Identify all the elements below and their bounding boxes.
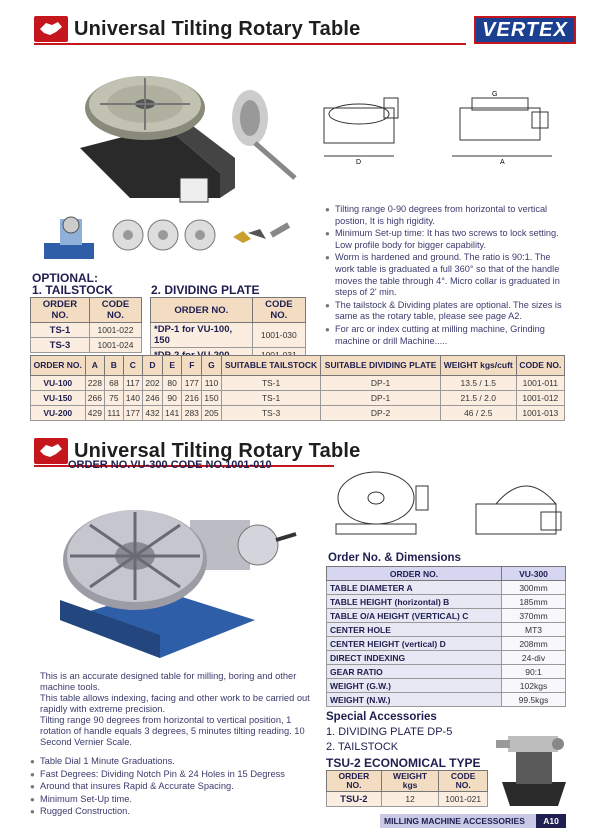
dimension-value: 99.5kgs	[502, 693, 566, 707]
feature-item: ● For arc or index cutting at milling machine, Grinding machine or drill Machine.....	[325, 324, 570, 347]
map-icon	[34, 438, 68, 464]
special-accessories-list	[326, 725, 452, 755]
cell: 111	[105, 406, 123, 421]
feature-item: ● Minimum Set-Up time.	[30, 794, 320, 806]
order-cell: TS-3	[31, 338, 90, 353]
dimension-label: TABLE DIAMETER A	[327, 581, 502, 595]
accessory-item: 1. DIVIDING PLATE DP-5	[326, 726, 453, 738]
dimension-label: TABLE HEIGHT (horizontal) B	[327, 595, 502, 609]
cell: 177	[182, 376, 202, 391]
column-header: B	[105, 356, 123, 376]
cell: TS-3	[221, 406, 321, 421]
dimension-value: 370mm	[502, 609, 566, 623]
cell: 246	[143, 391, 163, 406]
svg-text:G: G	[492, 91, 498, 98]
cell: 283	[182, 406, 202, 421]
dimension-value: 185mm	[502, 595, 566, 609]
table-row	[31, 391, 565, 406]
cell: 141	[162, 406, 182, 421]
feature-item: ● The tailstock & Dividing plates are optional. The sizes is same as the rotary table, please see page A2.	[325, 300, 570, 323]
feature-item: ● Table Dial 1 Minute Graduations.	[30, 756, 320, 768]
dimension-value: 90:1	[502, 665, 566, 679]
table-row	[327, 581, 566, 595]
cell: 68	[105, 376, 123, 391]
table-row	[327, 623, 566, 637]
code-cell: 1001-030	[252, 323, 305, 348]
cell: TSU-2	[327, 792, 382, 807]
dimension-value: MT3	[502, 623, 566, 637]
brand-logo: VERTEX	[474, 16, 576, 44]
dimension-value: 102kgs	[502, 679, 566, 693]
table-row	[327, 792, 488, 807]
cell: DP-1	[321, 376, 441, 391]
tailstock-table	[30, 297, 142, 353]
dimension-label: TABLE O/A HEIGHT (VERTICAL) C	[327, 609, 502, 623]
dimension-label: CENTER HEIGHT (vertical) D	[327, 637, 502, 651]
description-paragraph: This table allows indexing, facing and other work to be carried out rapidly with extreme precision.	[40, 693, 310, 714]
rotary-table-image	[70, 58, 300, 208]
table-row	[151, 323, 306, 348]
optional-heading: OPTIONAL:	[32, 271, 98, 285]
svg-text:D: D	[356, 159, 362, 166]
feature-item: ● Tilting range 0-90 degrees from horizontal to vertical postion, It is high rigidity.	[325, 204, 570, 227]
column-header: ORDER NO.	[327, 567, 502, 581]
title-underline	[34, 43, 466, 45]
cell: 1001-011	[516, 376, 564, 391]
cell: 429	[85, 406, 105, 421]
tailstock-heading: 1. TAILSTOCK	[32, 283, 113, 297]
feature-item: ● Rugged Construction.	[30, 806, 320, 818]
tailstock-image	[496, 722, 572, 810]
column-header: A	[85, 356, 105, 376]
cell: 46 / 2.5	[440, 406, 516, 421]
dimension-drawing-2	[326, 468, 570, 544]
column-header: SUITABLE DIVIDING PLATE	[321, 356, 441, 376]
table-row	[327, 679, 566, 693]
cell: 205	[202, 406, 222, 421]
features-list-1	[325, 204, 570, 348]
spec-table	[30, 355, 565, 421]
table-row	[327, 693, 566, 707]
tsu-table	[326, 770, 488, 807]
column-header: F	[182, 356, 202, 376]
column-header: CODE NO.	[89, 298, 141, 323]
table-row	[327, 609, 566, 623]
column-header: ORDER NO.	[151, 298, 253, 323]
dimension-label: CENTER HOLE	[327, 623, 502, 637]
column-header: SUITABLE TAILSTOCK	[221, 356, 321, 376]
cell: DP-2	[321, 406, 441, 421]
column-header: VU-300	[502, 567, 566, 581]
table-row	[327, 595, 566, 609]
column-header: WEIGHT kgs	[381, 771, 439, 792]
cell: 202	[143, 376, 163, 391]
cell: 110	[202, 376, 222, 391]
features-list-2	[30, 756, 320, 819]
cell: 13.5 / 1.5	[440, 376, 516, 391]
cell: 75	[105, 391, 123, 406]
cell: 117	[123, 376, 143, 391]
code-cell: 1001-022	[89, 323, 141, 338]
cell: DP-1	[321, 391, 441, 406]
table-row	[31, 376, 565, 391]
page-number: A10	[536, 814, 566, 828]
dimension-label: GEAR RATIO	[327, 665, 502, 679]
column-header: D	[143, 356, 163, 376]
section1-title-bar	[34, 14, 360, 44]
column-header: C	[123, 356, 143, 376]
column-header: G	[202, 356, 222, 376]
cell: 432	[143, 406, 163, 421]
special-accessories-heading: Special Accessories	[326, 711, 437, 723]
svg-text:A: A	[500, 159, 505, 166]
accessories-image	[38, 205, 298, 265]
code-cell: 1001-024	[89, 338, 141, 353]
table-row	[327, 637, 566, 651]
table-row	[31, 406, 565, 421]
cell: 80	[162, 376, 182, 391]
footer-bar	[380, 814, 566, 828]
feature-item: ● Fast Degrees: Dividing Notch Pin & 24 Holes in 15 Degress	[30, 769, 320, 781]
cell: 21.5 / 2.0	[440, 391, 516, 406]
dimension-value: 24-div	[502, 651, 566, 665]
cell: 150	[202, 391, 222, 406]
dimensions-table	[326, 566, 566, 707]
cell: 140	[123, 391, 143, 406]
cell: VU-150	[31, 391, 86, 406]
cell: 177	[123, 406, 143, 421]
footer-label: MILLING MACHINE ACCESSORIES	[384, 816, 525, 826]
column-header: ORDER NO.	[327, 771, 382, 792]
dimension-label: DIRECT INDEXING	[327, 651, 502, 665]
cell: 266	[85, 391, 105, 406]
table-row	[31, 323, 142, 338]
description-paragraph: Tilting range 90 degrees from horizontal to vertical position, 1 rotation of handle equals 3 degrees, 5 minutes tilting reading. 10 Second Vernier Scale.	[40, 715, 305, 747]
cell: 1001-013	[516, 406, 564, 421]
order-line: ORDER NO.VU-300 CODE NO.1001-010	[68, 459, 272, 471]
column-header: ORDER NO.	[31, 356, 86, 376]
description-2	[40, 671, 316, 748]
cell: TS-1	[221, 376, 321, 391]
column-header: ORDER NO.	[31, 298, 90, 323]
cell: 1001-012	[516, 391, 564, 406]
cell: 1001-021	[439, 792, 488, 807]
column-header: WEIGHT kgs/cuft	[440, 356, 516, 376]
cell: 216	[182, 391, 202, 406]
cell: 228	[85, 376, 105, 391]
section1-title: Universal Tilting Rotary Table	[74, 17, 361, 40]
table-row	[327, 651, 566, 665]
dimension-value: 208mm	[502, 637, 566, 651]
table-row	[31, 338, 142, 353]
cell: TS-1	[221, 391, 321, 406]
order-cell: TS-1	[31, 323, 90, 338]
cell: 12	[381, 792, 439, 807]
column-header: CODE NO.	[516, 356, 564, 376]
map-icon	[34, 16, 68, 42]
cell: VU-100	[31, 376, 86, 391]
description-paragraph: This is an accurate designed table for milling, boring and other machine tools.	[40, 671, 297, 692]
dimension-label: WEIGHT (G.W.)	[327, 679, 502, 693]
feature-item: ● Worm is hardened and ground. The ratio is 90:1. The work table is graduated a full 360° so that of the handle moves the table through 4°. Micro collar is graduated in steps of 2' min.	[325, 252, 570, 298]
feature-item: ● Around that insures Rapid & Accurate Spacing.	[30, 781, 320, 793]
order-cell: *DP-1 for VU-100, 150	[151, 323, 253, 348]
section2-title: Universal Tilting Rotary Table	[74, 439, 361, 462]
table-row	[327, 665, 566, 679]
vu300-image	[40, 490, 300, 660]
dimension-drawing-1	[322, 88, 562, 168]
column-header: CODE NO.	[252, 298, 305, 323]
tsu-heading: TSU-2 ECONOMICAL TYPE	[326, 756, 481, 770]
feature-item: ● Minimum Set-up time: It has two screws to lock setting. Low profile body for bigger capability.	[325, 228, 570, 251]
dimension-label: WEIGHT (N.W.)	[327, 693, 502, 707]
accessory-item: 2. TAILSTOCK	[326, 741, 399, 753]
dividing-plate-heading: 2. DIVIDING PLATE	[151, 283, 260, 297]
cell: VU-200	[31, 406, 86, 421]
dividing-plate-table	[150, 297, 306, 363]
dimension-value: 300mm	[502, 581, 566, 595]
column-header: E	[162, 356, 182, 376]
dimensions-heading: Order No. & Dimensions	[328, 552, 461, 564]
column-header: CODE NO.	[439, 771, 488, 792]
cell: 90	[162, 391, 182, 406]
